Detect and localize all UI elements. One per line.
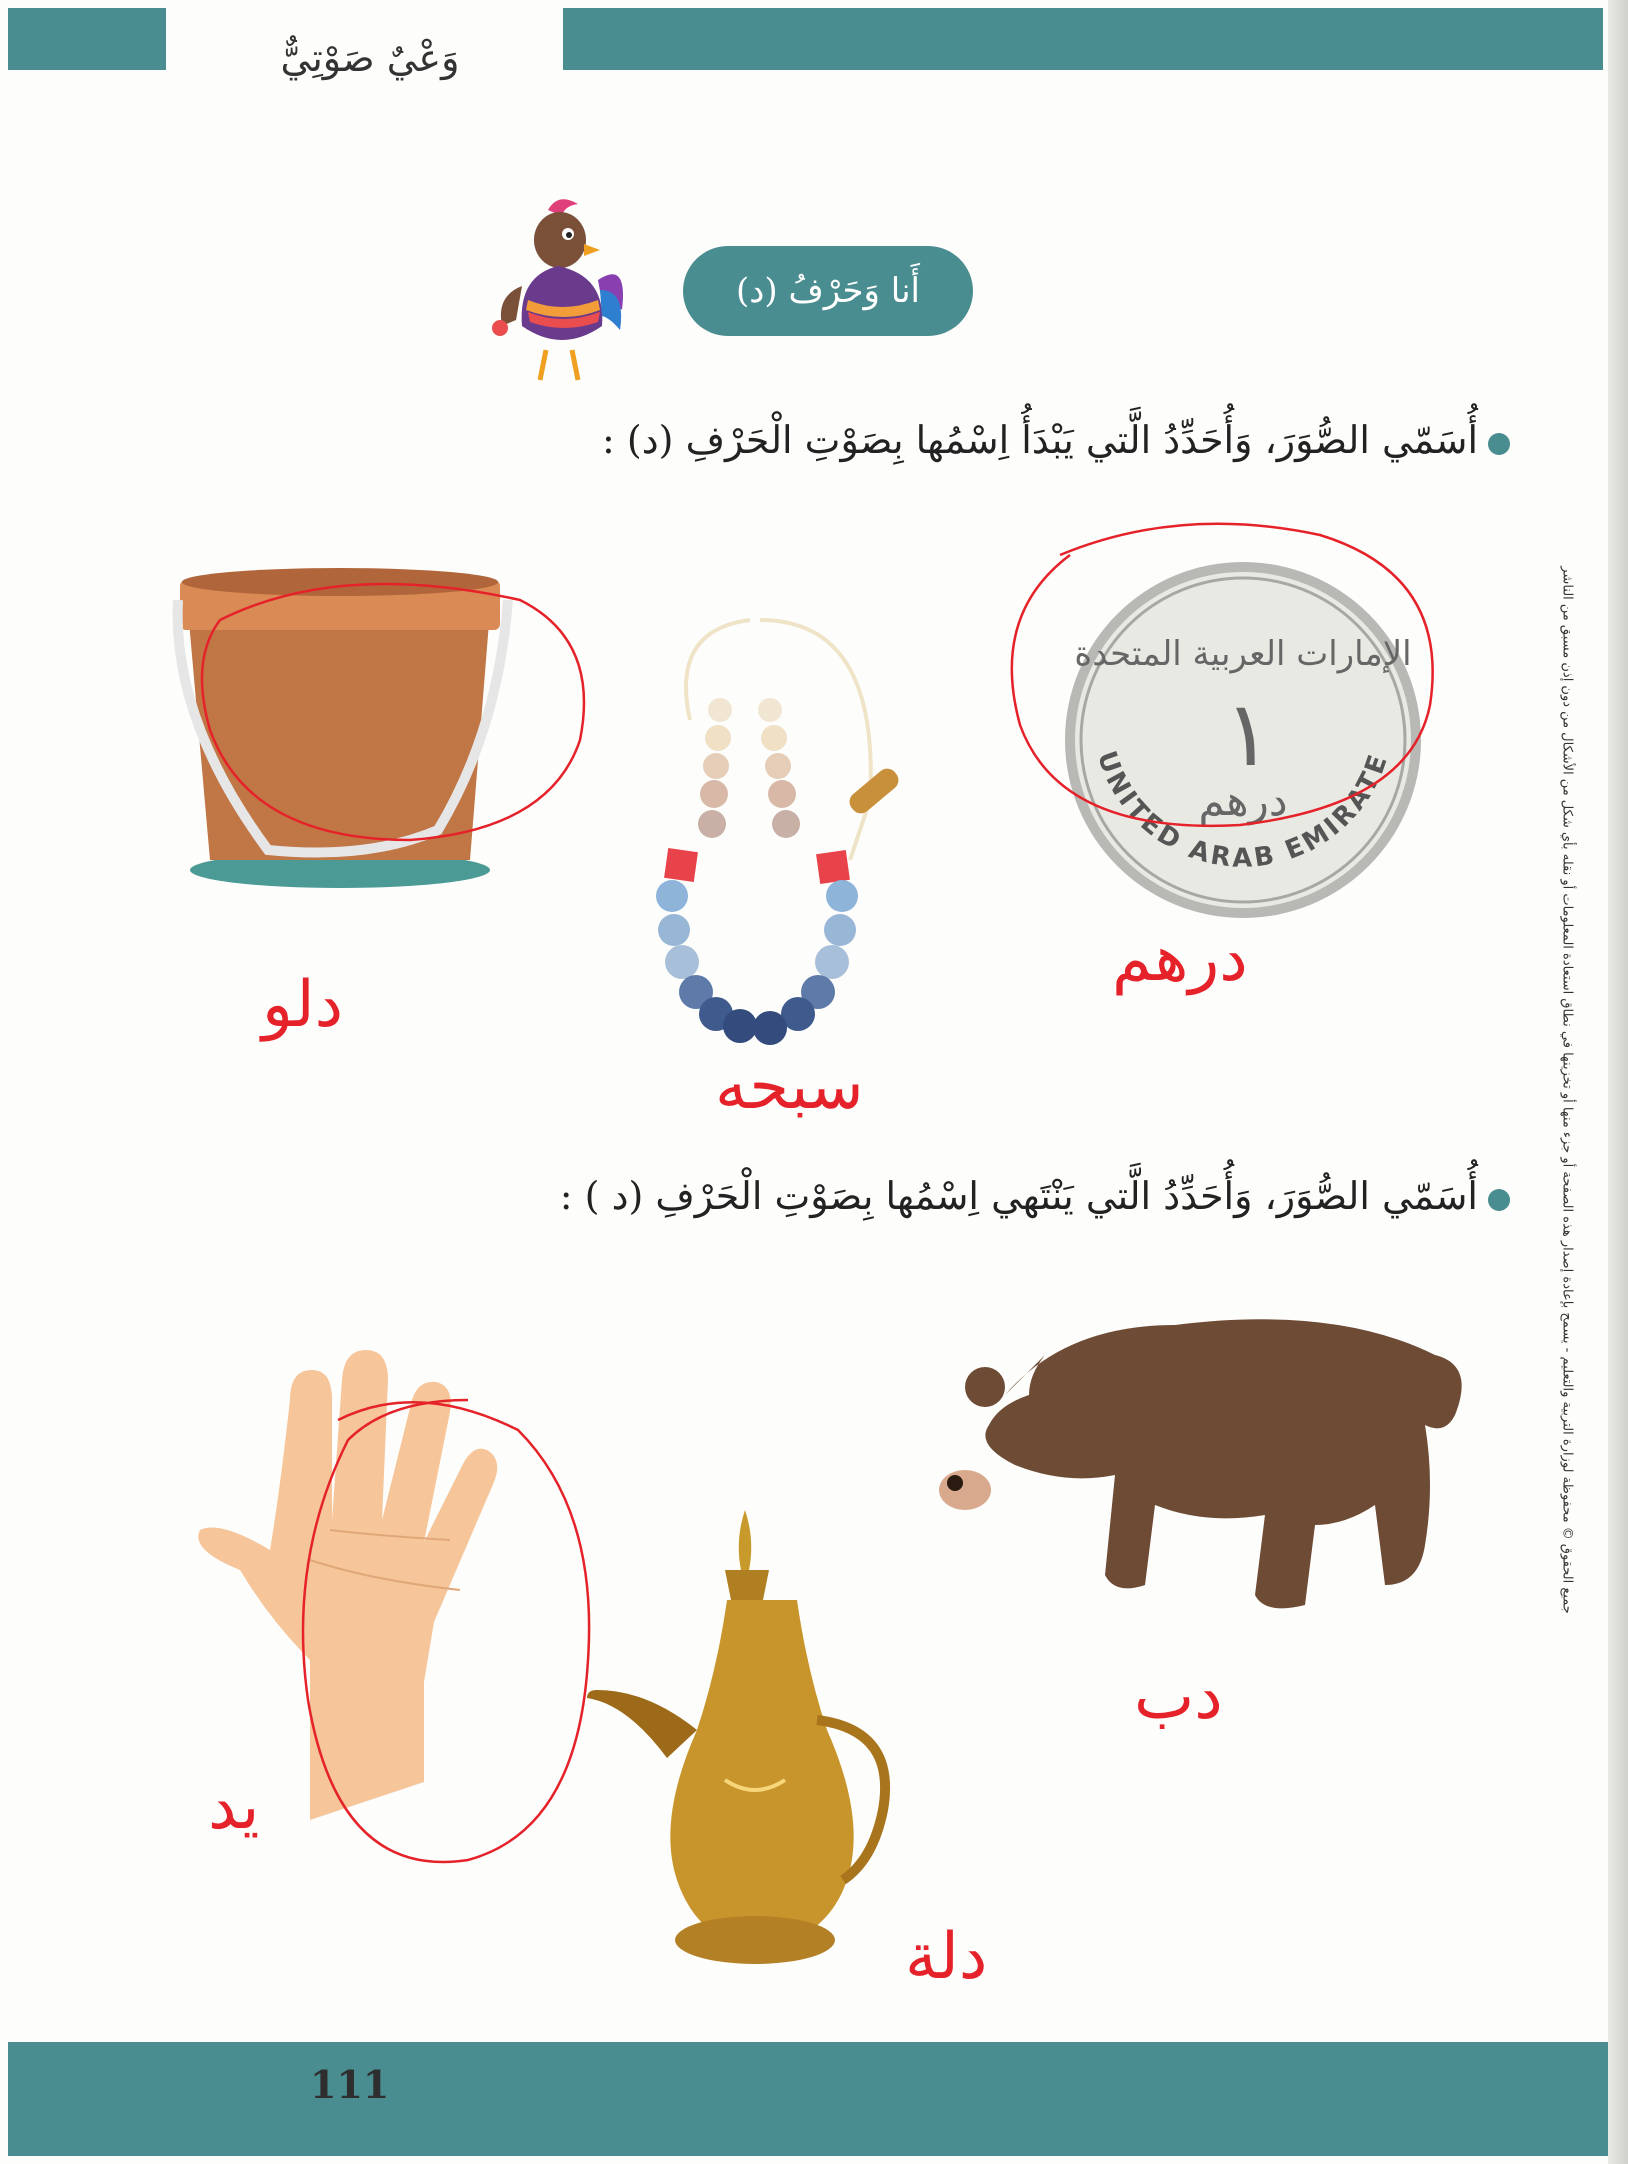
top-band-right bbox=[563, 8, 1603, 70]
bucket-circle-mark bbox=[180, 560, 600, 850]
coin-numeral: ١ bbox=[1223, 682, 1273, 787]
coin-top-text: الإمارات العربية المتحدة bbox=[1074, 634, 1412, 674]
copyright-text: جميع الحقوق © محفوظة لوزارة التربية والتعليم - يسمح بإعادة إصدار هذه الصفحة أو جزء منها أو تخزينها في نطاق استعادة المعلومات أو نقله بأي شكل من الأشكال من دون إذن مسبق من الناشر bbox=[1559, 566, 1575, 1614]
copyright-note bbox=[1547, 500, 1587, 1680]
coin-denomination: درهم bbox=[1198, 776, 1288, 825]
bullet-icon bbox=[1488, 1189, 1510, 1211]
section-title: وَعْيٌ صَوْتِيٌّ bbox=[280, 36, 460, 80]
bottom-band bbox=[8, 2042, 1608, 2156]
answer-necklace: سبحه bbox=[715, 1050, 864, 1124]
top-band-left bbox=[8, 8, 166, 70]
instruction-1-text: أُسَمّي الصُّوَرَ، وَأُحَدِّدُ الَّتي يَبْدَأُ اِسْمُها بِصَوْتِ الْحَرْفِ (د) : bbox=[602, 418, 1478, 462]
answer-bucket: دلو bbox=[262, 968, 344, 1042]
bear-image bbox=[935, 1305, 1465, 1645]
page-edge bbox=[1608, 0, 1628, 2164]
coffee-pot-image bbox=[585, 1500, 925, 1990]
necklace-image bbox=[610, 600, 950, 1070]
bullet-icon bbox=[1488, 433, 1510, 455]
answer-hand: يد bbox=[208, 1770, 260, 1844]
instruction-2-text: أُسَمّي الصُّوَرَ، وَأُحَدِّدُ الَّتي يَنْتَهي اِسْمُها بِصَوْتِ الْحَرْفِ (د ) : bbox=[559, 1174, 1478, 1218]
answer-pot: دلة bbox=[905, 1920, 988, 1994]
rooster-mascot-icon bbox=[488, 200, 628, 390]
page-number: 111 bbox=[310, 2062, 390, 2107]
instruction-2 bbox=[310, 1174, 1510, 1218]
coin-circle-mark bbox=[1000, 515, 1460, 855]
answer-bear: دب bbox=[1134, 1660, 1223, 1734]
coin-rim-text: UNITED ARAB EMIRATES bbox=[1047, 532, 1395, 874]
instruction-1 bbox=[310, 418, 1510, 462]
answer-coin: درهم bbox=[1112, 922, 1248, 996]
lesson-title-pill: أَنا وَحَرْفُ (د) bbox=[683, 246, 973, 336]
hand-circle-mark bbox=[278, 1380, 618, 1870]
